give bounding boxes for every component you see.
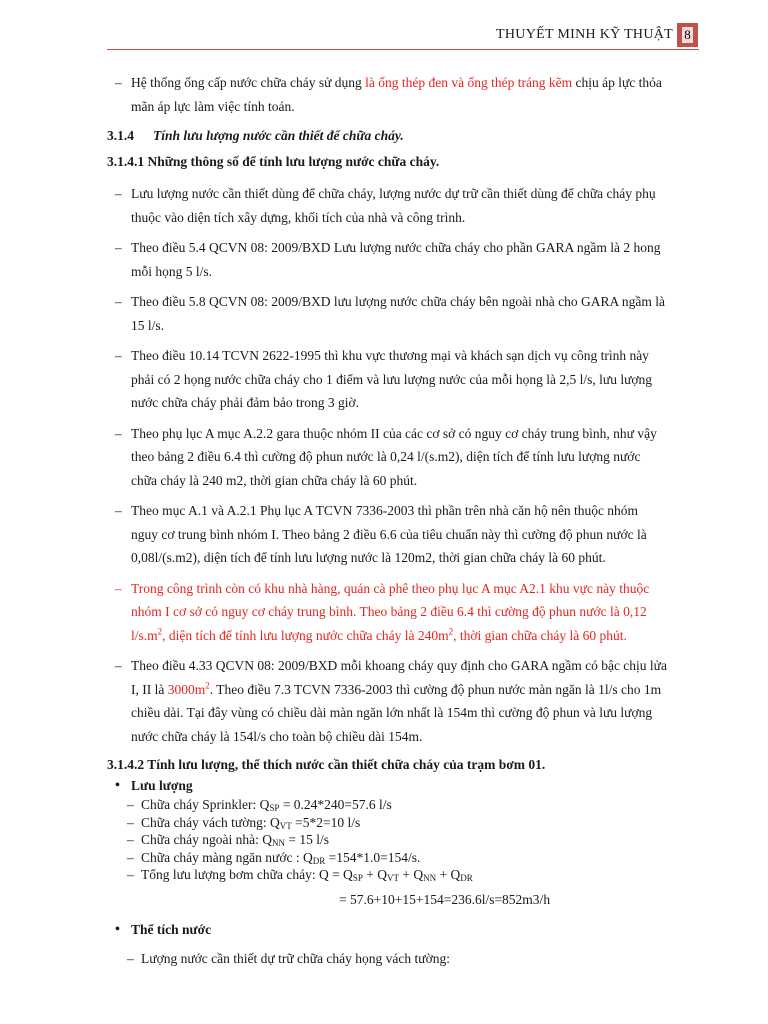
calc-line	[107, 866, 667, 884]
text: , thời gian chữa cháy là 60 phút.	[453, 627, 627, 643]
subsection-heading: 3.1.4.1 Những thông số để tính lưu lượng nước chữa cháy.	[107, 154, 440, 169]
bullet-heading: • Thể tích nước	[107, 920, 667, 940]
text: Chữa cháy màng ngăn nước : Q	[141, 849, 313, 865]
text: + Q	[436, 867, 461, 882]
subscript: SP	[269, 803, 280, 813]
superscript: 2	[205, 680, 210, 690]
text: + Q	[398, 867, 424, 882]
text: =154*1.0=154/s.	[325, 849, 421, 865]
text: Tổng lưu lượng bơm chữa cháy: Q = Q	[141, 867, 353, 882]
document-body	[107, 71, 667, 970]
list-item: – Theo mục A.1 và A.2.1 Phụ lục A TCVN 7336-2003 thì phần trên nhà căn hộ nên thuộc nhóm nguy cơ trung bình nhóm I. Theo bảng 2 điều 6.6 của tiêu chuẩn này thì cường độ phun nước là 0,08l/(s.m2), diện tích để tính lưu lượng nước là 120m2, thời gian chữa cháy là 60 phút.	[107, 499, 667, 570]
superscript: 2	[157, 626, 163, 636]
list-item: – Theo phụ lục A mục A.2.2 gara thuộc nhóm II của các cơ sở có nguy cơ cháy trung bình, như vậy theo bảng 2 điều 6.4 thì cường độ phun nước là 0,24 l/(s.m2), diện tích để tính lưu lượng nước chữa cháy là 240 m2, thời gian chữa cháy là 60 phút.	[107, 422, 667, 493]
list-item: – Theo điều 5.4 QCVN 08: 2009/BXD Lưu lượng nước chữa cháy cho phần GARA ngầm là 2 hong mỗi họng 5 l/s.	[107, 236, 667, 283]
list-item: – Lượng nước cần thiết dự trữ chữa cháy họng vách tường:	[107, 948, 667, 970]
header-title: THUYẾT MINH KỸ THUẬT	[496, 27, 673, 42]
text: = 15 l/s	[285, 832, 330, 847]
text: Chữa cháy ngoài nhà: Q	[141, 832, 273, 847]
text: Theo điều 4.33 QCVN 08: 2009/BXD mỗi khoang cháy quy định cho GARA ngầm có bậc chịu lửa I, II là	[131, 658, 667, 697]
text: + Q	[362, 867, 387, 882]
superscript: 2	[448, 626, 454, 636]
highlighted-text: là ống thép đen và ống thép tráng kẽm	[365, 75, 573, 90]
section-title: Tính lưu lượng nước cần thiết để chữa cháy.	[153, 128, 404, 143]
calc-line	[107, 796, 667, 814]
subscript: DR	[312, 855, 326, 866]
text: , diện tích để tính lưu lượng nước chữa cháy là 240m	[162, 627, 449, 643]
calc-line	[107, 814, 667, 832]
subscript: VT	[279, 820, 292, 831]
text: = 0.24*240=57.6 l/s	[279, 797, 392, 812]
text: Chữa cháy vách tường: Q	[141, 814, 280, 830]
list-item: – Theo điều 10.14 TCVN 2622-1995 thì khu vực thương mại và khách sạn dịch vụ công trình này phải có 2 họng nước chữa cháy cho 1 điểm và lưu lượng nước của mỗi họng là 2,5 l/s, lưu lượng nước chữa cháy phải đảm bảo trong 3 giờ.	[107, 344, 667, 415]
bullet-heading: • Lưu lượng	[107, 776, 667, 796]
highlighted-text: 3000m	[167, 681, 206, 697]
subsection-heading: 3.1.4.2 Tính lưu lượng, thể thích nước cần thiết chữa cháy của trạm bơm 01.	[107, 757, 546, 772]
subscript: SP	[352, 873, 363, 883]
text: . Theo điều 7.3 TCVN 7336-2003 thì cường độ phun nước màn ngăn là 1l/s cho 1m chiều dài. Tại đây vùng có chiều dài màn ngăn lớn nhất là 154m thì cường độ phun và lưu lượng nước chữa cháy là 154l/s cho toàn bộ chiều dài 154m.	[131, 681, 662, 744]
subscript: NN	[272, 838, 286, 848]
text: =5*2=10 l/s	[291, 814, 361, 830]
list-item: – Lưu lượng nước cần thiết dùng để chữa cháy, lượng nước dự trữ cần thiết dùng để chữa cháy phụ thuộc vào diện tích xây dựng, khối tích của nhà và công trình.	[107, 182, 667, 229]
header-rule	[107, 49, 699, 50]
text: Hệ thống ống cấp nước chữa cháy sử dụng	[131, 75, 366, 90]
list-item	[107, 71, 667, 118]
subscript: DR	[460, 873, 473, 883]
text: Chữa cháy Sprinkler: Q	[141, 797, 270, 812]
list-item-highlighted	[107, 577, 667, 648]
list-item: – Theo điều 5.8 QCVN 08: 2009/BXD lưu lượng nước chữa cháy bên ngoài nhà cho GARA ngầm là 15 l/s.	[107, 290, 667, 337]
page-number-badge	[677, 23, 698, 47]
subscript: NN	[423, 873, 437, 883]
calc-line	[107, 831, 667, 849]
calc-line	[107, 849, 667, 867]
subscript: VT	[386, 873, 399, 883]
text: Trong công trình còn có khu nhà hàng, quán cà phê theo phụ lục A mục A2.1 khu vực này thuộc nhóm I cơ sở có nguy cơ cháy trung bình. Theo bảng 2 điều 6.4 thì cường độ phun nước là 0,12 l/s.m	[131, 580, 650, 643]
calc-total: = 57.6+10+15+154=236.6l/s=852m3/h	[339, 891, 551, 907]
list-item	[107, 654, 667, 748]
text: chịu áp lực thỏa mãn áp lực làm việc tính toán.	[131, 75, 662, 114]
section-number: 3.1.4	[107, 128, 134, 143]
section-heading	[107, 125, 667, 147]
page-number: 8	[682, 27, 693, 43]
